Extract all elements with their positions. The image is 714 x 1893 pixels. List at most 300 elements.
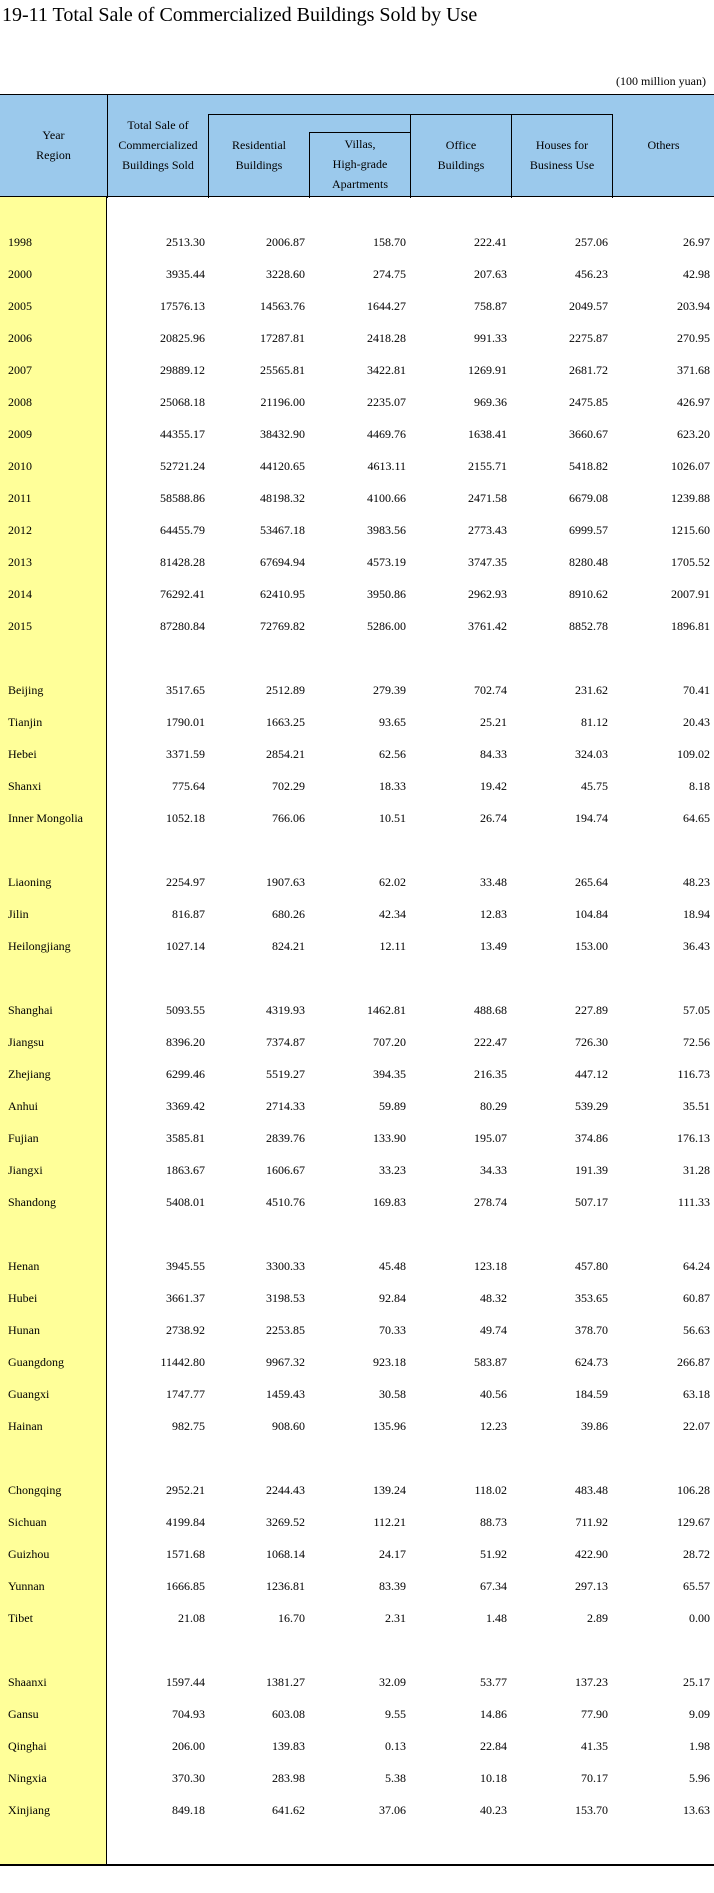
cell-value: 3517.65 [166,683,205,697]
cell-value: 1705.52 [671,555,710,569]
table-row [0,1410,714,1442]
table-row [0,418,714,450]
table-row [0,866,714,898]
cell-value: 6999.57 [569,523,608,537]
cell-value: 26.97 [683,235,710,249]
cell-value: 702.29 [272,779,305,793]
cell-value: 31.28 [683,1163,710,1177]
row-label: 2010 [8,459,32,473]
cell-value: 680.26 [272,907,305,921]
cell-value: 371.68 [677,363,710,377]
row-label: Gansu [8,1707,39,1721]
cell-value: 849.18 [172,1803,205,1817]
cell-value: 123.18 [474,1259,507,1273]
cell-value: 4199.84 [166,1515,205,1529]
row-label: 1998 [8,235,32,249]
cell-value: 394.35 [373,1067,406,1081]
cell-value: 1597.44 [166,1675,205,1689]
cell-value: 64.24 [683,1259,710,1273]
row-label: 2013 [8,555,32,569]
cell-value: 10.18 [480,1771,507,1785]
cell-value: 3983.56 [367,523,406,537]
cell-value: 1863.67 [166,1163,205,1177]
cell-value: 24.17 [379,1547,406,1561]
cell-value: 422.90 [575,1547,608,1561]
cell-value: 1.48 [486,1611,507,1625]
unit-label: (100 million yuan) [616,74,706,88]
cell-value: 28.72 [683,1547,710,1561]
cell-value: 2475.85 [569,395,608,409]
cell-value: 16.70 [278,1611,305,1625]
row-label: Shandong [8,1195,56,1209]
cell-value: 2007.91 [671,587,710,601]
cell-value: 70.17 [581,1771,608,1785]
header-office: Office Buildings [437,138,485,172]
cell-value: 2155.71 [468,459,507,473]
cell-value: 923.18 [373,1355,406,1369]
cell-value: 139.24 [373,1483,406,1497]
cell-value: 25068.18 [160,395,205,409]
cell-value: 1236.81 [266,1579,305,1593]
cell-value: 29889.12 [160,363,205,377]
cell-value: 80.29 [480,1099,507,1113]
cell-value: 1747.77 [166,1387,205,1401]
cell-value: 25565.81 [260,363,305,377]
row-label: Chongqing [8,1483,62,1497]
cell-value: 2512.89 [266,683,305,697]
table-row [0,546,714,578]
cell-value: 40.56 [480,1387,507,1401]
cell-value: 70.33 [379,1323,406,1337]
cell-value: 702.74 [474,683,507,697]
cell-value: 9.09 [689,1707,710,1721]
cell-value: 3950.86 [367,587,406,601]
cell-value: 2253.85 [266,1323,305,1337]
cell-value: 60.87 [683,1291,710,1305]
cell-value: 2418.28 [367,331,406,345]
cell-value: 2952.21 [166,1483,205,1497]
divider [309,133,310,198]
cell-value: 583.87 [474,1355,507,1369]
page-title: 19-11 Total Sale of Commercialized Buildings Sold by Use [2,4,478,26]
row-label: Jilin [8,907,29,921]
cell-value: 4469.76 [367,427,406,441]
row-label: Yunnan [8,1579,45,1593]
cell-value: 184.59 [575,1387,608,1401]
cell-value: 53467.18 [260,523,305,537]
cell-value: 18.33 [379,779,406,793]
cell-value: 195.07 [474,1131,507,1145]
table-row [0,930,714,962]
cell-value: 3422.81 [367,363,406,377]
cell-value: 39.86 [581,1419,608,1433]
cell-value: 908.60 [272,1419,305,1433]
table-row [0,482,714,514]
cell-value: 1907.63 [266,875,305,889]
cell-value: 12.11 [379,939,406,953]
table-row [0,1346,714,1378]
table-row [0,1026,714,1058]
cell-value: 18.94 [683,907,710,921]
cell-value: 67.34 [480,1579,507,1593]
cell-value: 48198.32 [260,491,305,505]
cell-value: 4319.93 [266,1003,305,1017]
cell-value: 191.39 [575,1163,608,1177]
cell-value: 1571.68 [166,1547,205,1561]
cell-value: 20825.96 [160,331,205,345]
cell-value: 274.75 [373,267,406,281]
cell-value: 227.89 [575,1003,608,1017]
cell-value: 4573.19 [367,555,406,569]
cell-value: 456.23 [575,267,608,281]
cell-value: 8280.48 [569,555,608,569]
table-row [0,898,714,930]
cell-value: 83.39 [379,1579,406,1593]
table-row [0,610,714,642]
cell-value: 5408.01 [166,1195,205,1209]
table-row [0,738,714,770]
divider [208,115,209,198]
cell-value: 324.03 [575,747,608,761]
cell-value: 1666.85 [166,1579,205,1593]
cell-value: 1269.91 [468,363,507,377]
cell-value: 278.74 [474,1195,507,1209]
cell-value: 203.94 [677,299,710,313]
cell-value: 22.07 [683,1419,710,1433]
cell-value: 194.74 [575,811,608,825]
cell-value: 1606.67 [266,1163,305,1177]
cell-value: 12.83 [480,907,507,921]
table-row [0,354,714,386]
cell-value: 457.80 [575,1259,608,1273]
cell-value: 1068.14 [266,1547,305,1561]
row-label: 2012 [8,523,32,537]
cell-value: 231.62 [575,683,608,697]
cell-value: 153.70 [575,1803,608,1817]
cell-value: 1462.81 [367,1003,406,1017]
cell-value: 3371.59 [166,747,205,761]
cell-value: 216.35 [474,1067,507,1081]
cell-value: 21196.00 [260,395,305,409]
cell-value: 624.73 [575,1355,608,1369]
cell-value: 707.20 [373,1035,406,1049]
table-row [0,1698,714,1730]
row-label: 2015 [8,619,32,633]
cell-value: 447.12 [575,1067,608,1081]
cell-value: 158.70 [373,235,406,249]
cell-value: 35.51 [683,1099,710,1113]
row-label: Jiangxi [8,1163,43,1177]
table-row [0,1090,714,1122]
cell-value: 137.23 [575,1675,608,1689]
row-label: Hunan [8,1323,40,1337]
cell-value: 2049.57 [569,299,608,313]
table-row [0,1730,714,1762]
table-row [0,802,714,834]
cell-value: 2839.76 [266,1131,305,1145]
cell-value: 207.63 [474,267,507,281]
cell-value: 0.00 [689,1611,710,1625]
table-row [0,290,714,322]
cell-value: 1239.88 [671,491,710,505]
table-row [0,1282,714,1314]
cell-value: 42.34 [379,907,406,921]
cell-value: 6679.08 [569,491,608,505]
cell-value: 13.63 [683,1803,710,1817]
row-label: 2006 [8,331,32,345]
cell-value: 623.20 [677,427,710,441]
row-label: 2005 [8,299,32,313]
cell-value: 279.39 [373,683,406,697]
cell-value: 17287.81 [260,331,305,345]
cell-value: 70.41 [683,683,710,697]
cell-value: 26.74 [480,811,507,825]
table-row [0,1666,714,1698]
cell-value: 44120.65 [260,459,305,473]
cell-value: 112.21 [373,1515,406,1529]
row-label: Ningxia [8,1771,47,1785]
cell-value: 9967.32 [266,1355,305,1369]
cell-value: 7374.87 [266,1035,305,1049]
divider [107,95,108,198]
cell-value: 2513.30 [166,235,205,249]
cell-value: 87280.84 [160,619,205,633]
cell-value: 62.02 [379,875,406,889]
row-label: Sichuan [8,1515,47,1529]
cell-value: 374.86 [575,1131,608,1145]
row-label: Qinghai [8,1739,47,1753]
cell-value: 111.33 [677,1195,710,1209]
row-label: 2007 [8,363,32,377]
cell-value: 1026.07 [671,459,710,473]
cell-value: 5.96 [689,1771,710,1785]
cell-value: 488.68 [474,1003,507,1017]
cell-value: 2254.97 [166,875,205,889]
cell-value: 8.18 [689,779,710,793]
table-row [0,1538,714,1570]
cell-value: 3761.42 [468,619,507,633]
cell-value: 48.32 [480,1291,507,1305]
cell-value: 3945.55 [166,1259,205,1273]
cell-value: 1052.18 [166,811,205,825]
cell-value: 30.58 [379,1387,406,1401]
cell-value: 2714.33 [266,1099,305,1113]
cell-value: 1215.60 [671,523,710,537]
table-row [0,1474,714,1506]
cell-value: 969.36 [474,395,507,409]
cell-value: 2962.93 [468,587,507,601]
cell-value: 3300.33 [266,1259,305,1273]
cell-value: 704.93 [172,1707,205,1721]
cell-value: 52721.24 [160,459,205,473]
cell-value: 9.55 [385,1707,406,1721]
header-year: Year [42,128,65,142]
table-row [0,386,714,418]
table-bottom-rule [0,1864,714,1866]
cell-value: 265.64 [575,875,608,889]
row-label: Heilongjiang [8,939,71,953]
cell-value: 72769.82 [260,619,305,633]
cell-value: 1644.27 [367,299,406,313]
cell-value: 2006.87 [266,235,305,249]
cell-value: 33.48 [480,875,507,889]
table-row [0,1058,714,1090]
table-row [0,258,714,290]
cell-value: 8910.62 [569,587,608,601]
cell-value: 4100.66 [367,491,406,505]
cell-value: 0.13 [385,1739,406,1753]
table-row [0,770,714,802]
table-row [0,1570,714,1602]
header-others: Others [647,138,680,152]
row-label: Guangxi [8,1387,50,1401]
divider [208,114,613,115]
row-label: Liaoning [8,875,52,889]
cell-value: 25.21 [480,715,507,729]
divider [612,115,613,198]
table-row [0,1602,714,1634]
cell-value: 2854.21 [266,747,305,761]
cell-value: 483.48 [575,1483,608,1497]
cell-value: 5418.82 [569,459,608,473]
cell-value: 109.02 [677,747,710,761]
row-label: Hainan [8,1419,43,1433]
cell-value: 3269.52 [266,1515,305,1529]
cell-value: 44355.17 [160,427,205,441]
cell-value: 58588.86 [160,491,205,505]
cell-value: 2471.58 [468,491,507,505]
cell-value: 37.06 [379,1803,406,1817]
table-row [0,994,714,1026]
cell-value: 1459.43 [266,1387,305,1401]
cell-value: 726.30 [575,1035,608,1049]
cell-value: 88.73 [480,1515,507,1529]
cell-value: 169.83 [373,1195,406,1209]
row-label: Guizhou [8,1547,50,1561]
cell-value: 133.90 [373,1131,406,1145]
cell-value: 4613.11 [367,459,406,473]
row-label: Guangdong [8,1355,64,1369]
cell-value: 45.75 [581,779,608,793]
cell-value: 64.65 [683,811,710,825]
cell-value: 2235.07 [367,395,406,409]
table-row [0,1154,714,1186]
cell-value: 1896.81 [671,619,710,633]
cell-value: 1790.01 [166,715,205,729]
table-row [0,1506,714,1538]
cell-value: 62.56 [379,747,406,761]
cell-value: 10.51 [379,811,406,825]
cell-value: 3228.60 [266,267,305,281]
cell-value: 106.28 [677,1483,710,1497]
cell-value: 2681.72 [569,363,608,377]
row-label: 2014 [8,587,32,601]
cell-value: 1027.14 [166,939,205,953]
cell-value: 426.97 [677,395,710,409]
cell-value: 81.12 [581,715,608,729]
cell-value: 3660.67 [569,427,608,441]
cell-value: 13.49 [480,939,507,953]
header-business: Houses for Business Use [529,138,595,172]
header-villas: Villas, High-grade Apartments [332,137,388,191]
cell-value: 2.89 [587,1611,608,1625]
cell-value: 603.08 [272,1707,305,1721]
cell-value: 2275.87 [569,331,608,345]
cell-value: 270.95 [677,331,710,345]
cell-value: 5519.27 [266,1067,305,1081]
row-label: Xinjiang [8,1803,50,1817]
data-table [0,94,714,1866]
table-row [0,578,714,610]
cell-value: 3198.53 [266,1291,305,1305]
cell-value: 766.06 [272,811,305,825]
cell-value: 53.77 [480,1675,507,1689]
row-label: Jiangsu [8,1035,44,1049]
row-label: Fujian [8,1131,39,1145]
cell-value: 3661.37 [166,1291,205,1305]
cell-value: 17576.13 [160,299,205,313]
divider [410,115,411,198]
cell-value: 59.89 [379,1099,406,1113]
row-label: 2011 [8,491,32,505]
cell-value: 135.96 [373,1419,406,1433]
table-row [0,226,714,258]
table-row [0,450,714,482]
cell-value: 34.33 [480,1163,507,1177]
table-row [0,674,714,706]
cell-value: 14.86 [480,1707,507,1721]
cell-value: 67694.94 [260,555,305,569]
cell-value: 153.00 [575,939,608,953]
cell-value: 5.38 [385,1771,406,1785]
cell-value: 36.43 [683,939,710,953]
cell-value: 222.41 [474,235,507,249]
cell-value: 139.83 [272,1739,305,1753]
cell-value: 2.31 [385,1611,406,1625]
cell-value: 206.00 [172,1739,205,1753]
header-residential: Residential Buildings [232,138,286,172]
row-label: Tibet [8,1611,33,1625]
table-header [0,94,714,197]
cell-value: 266.87 [677,1355,710,1369]
cell-value: 176.13 [677,1131,710,1145]
header-region: Region [36,148,71,162]
row-label: 2000 [8,267,32,281]
cell-value: 353.65 [575,1291,608,1305]
table-row [0,1794,714,1826]
cell-value: 3585.81 [166,1131,205,1145]
row-label: Anhui [8,1099,38,1113]
cell-value: 816.87 [172,907,205,921]
cell-value: 25.17 [683,1675,710,1689]
cell-value: 57.05 [683,1003,710,1017]
row-label: Inner Mongolia [8,811,83,825]
row-label: Hubei [8,1291,38,1305]
cell-value: 1663.25 [266,715,305,729]
cell-value: 92.84 [379,1291,406,1305]
table-row [0,1314,714,1346]
cell-value: 378.70 [575,1323,608,1337]
cell-value: 104.84 [575,907,608,921]
row-label: Shanghai [8,1003,53,1017]
cell-value: 8852.78 [569,619,608,633]
table-row [0,514,714,546]
cell-value: 2773.43 [468,523,507,537]
cell-value: 63.18 [683,1387,710,1401]
cell-value: 5286.00 [367,619,406,633]
divider [511,115,512,198]
cell-value: 758.87 [474,299,507,313]
